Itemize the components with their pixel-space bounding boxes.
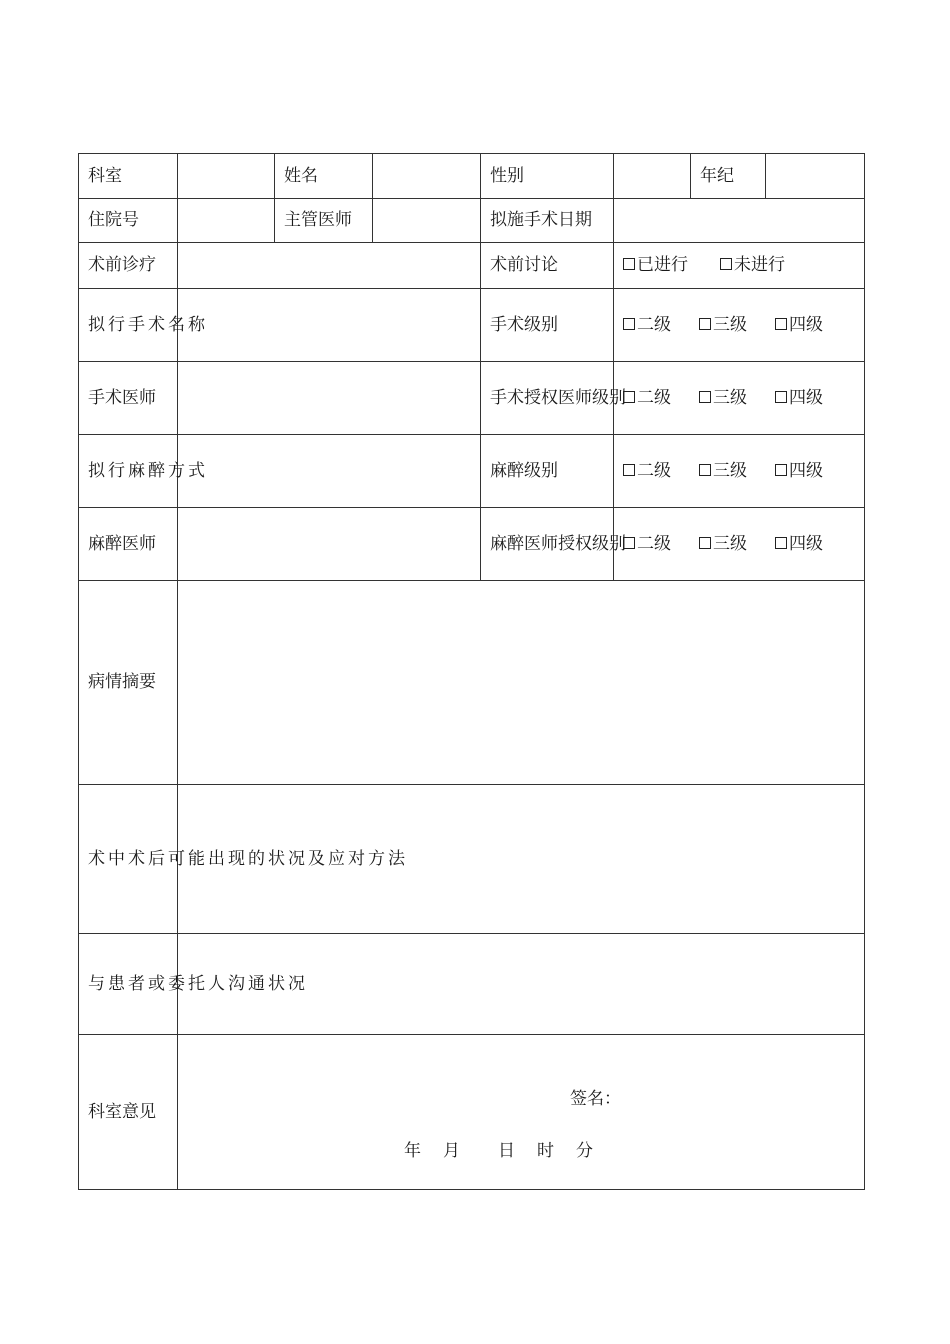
dept-field[interactable] xyxy=(178,154,275,199)
anesthetist-auth-level-label: 麻醉医师授权级别 xyxy=(481,508,614,581)
name-field[interactable] xyxy=(373,154,481,199)
surgery-level-4-option[interactable]: 四级 xyxy=(775,311,823,340)
case-summary-label: 病情摘要 xyxy=(79,581,178,785)
surgery-name-label: 拟行手术名称 xyxy=(79,289,178,362)
anesthesia-method-field[interactable] xyxy=(178,435,481,508)
checkbox-icon[interactable] xyxy=(699,318,711,330)
diagnosis-field[interactable] xyxy=(178,243,481,289)
discussion-label: 术前讨论 xyxy=(481,243,614,289)
surgeon-auth-level-2-option[interactable]: 二级 xyxy=(623,384,671,413)
admission-number-label: 住院号 xyxy=(79,199,178,243)
gender-field[interactable] xyxy=(614,154,691,199)
surgery-level-3-option[interactable]: 三级 xyxy=(699,311,747,340)
age-label: 年纪 xyxy=(691,154,766,199)
discussion-options xyxy=(614,243,865,289)
dept-label: 科室 xyxy=(79,154,178,199)
attending-doctor-field[interactable] xyxy=(373,199,481,243)
anesthesia-level-3-option[interactable]: 三级 xyxy=(699,457,747,486)
checkbox-icon[interactable] xyxy=(775,318,787,330)
signature-label: 签名： xyxy=(570,1089,621,1109)
checkbox-icon[interactable] xyxy=(699,391,711,403)
discussion-not-done-option[interactable]: 未进行 xyxy=(720,251,785,280)
checkbox-icon[interactable] xyxy=(699,464,711,476)
surgeon-auth-level-options xyxy=(614,362,865,435)
checkbox-icon[interactable] xyxy=(623,258,635,270)
dept-opinion-field[interactable] xyxy=(178,1035,865,1190)
checkbox-icon[interactable] xyxy=(775,391,787,403)
anesthesia-level-2-option[interactable]: 二级 xyxy=(623,457,671,486)
anesthesia-level-label: 麻醉级别 xyxy=(481,435,614,508)
surgery-date-label: 拟施手术日期 xyxy=(481,199,614,243)
anesthetist-field[interactable] xyxy=(178,508,481,581)
risks-label: 术中术后可能出现的状况及应对方法 xyxy=(79,785,178,934)
surgeon-auth-level-label: 手术授权医师级别 xyxy=(481,362,614,435)
surgery-level-options xyxy=(614,289,865,362)
checkbox-icon[interactable] xyxy=(775,537,787,549)
month-label: 月 xyxy=(443,1141,460,1161)
anesthetist-auth-level-4-option[interactable]: 四级 xyxy=(775,530,823,559)
name-label: 姓名 xyxy=(275,154,373,199)
checkbox-icon[interactable] xyxy=(775,464,787,476)
year-label: 年 xyxy=(404,1141,421,1161)
hour-label: 时 xyxy=(537,1141,554,1161)
anesthetist-auth-level-3-option[interactable]: 三级 xyxy=(699,530,747,559)
preoperative-form xyxy=(78,153,865,1190)
admission-number-field[interactable] xyxy=(178,199,275,243)
anesthesia-level-options xyxy=(614,435,865,508)
surgery-level-2-option[interactable]: 二级 xyxy=(623,311,671,340)
surgeon-auth-level-4-option[interactable]: 四级 xyxy=(775,384,823,413)
anesthetist-label: 麻醉医师 xyxy=(79,508,178,581)
anesthetist-auth-level-options xyxy=(614,508,865,581)
surgeon-field[interactable] xyxy=(178,362,481,435)
checkbox-icon[interactable] xyxy=(623,318,635,330)
checkbox-icon[interactable] xyxy=(623,537,635,549)
checkbox-icon[interactable] xyxy=(623,391,635,403)
surgeon-label: 手术医师 xyxy=(79,362,178,435)
surgeon-auth-level-3-option[interactable]: 三级 xyxy=(699,384,747,413)
gender-label: 性别 xyxy=(481,154,614,199)
age-field[interactable] xyxy=(766,154,865,199)
checkbox-icon[interactable] xyxy=(623,464,635,476)
case-summary-field[interactable] xyxy=(178,581,865,785)
checkbox-icon[interactable] xyxy=(720,258,732,270)
discussion-done-option[interactable]: 已进行 xyxy=(623,251,688,280)
surgery-level-label: 手术级别 xyxy=(481,289,614,362)
checkbox-icon[interactable] xyxy=(699,537,711,549)
anesthetist-auth-level-2-option[interactable]: 二级 xyxy=(623,530,671,559)
diagnosis-label: 术前诊疗 xyxy=(79,243,178,289)
surgery-date-field[interactable] xyxy=(614,199,865,243)
date-line xyxy=(404,1137,593,1166)
minute-label: 分 xyxy=(576,1141,593,1161)
surgery-name-field[interactable] xyxy=(178,289,481,362)
day-label: 日 xyxy=(498,1141,515,1161)
anesthesia-method-label: 拟行麻醉方式 xyxy=(79,435,178,508)
communication-label: 与患者或委托人沟通状况 xyxy=(79,934,178,1035)
dept-opinion-label: 科室意见 xyxy=(79,1035,178,1190)
anesthesia-level-4-option[interactable]: 四级 xyxy=(775,457,823,486)
attending-doctor-label: 主管医师 xyxy=(275,199,373,243)
